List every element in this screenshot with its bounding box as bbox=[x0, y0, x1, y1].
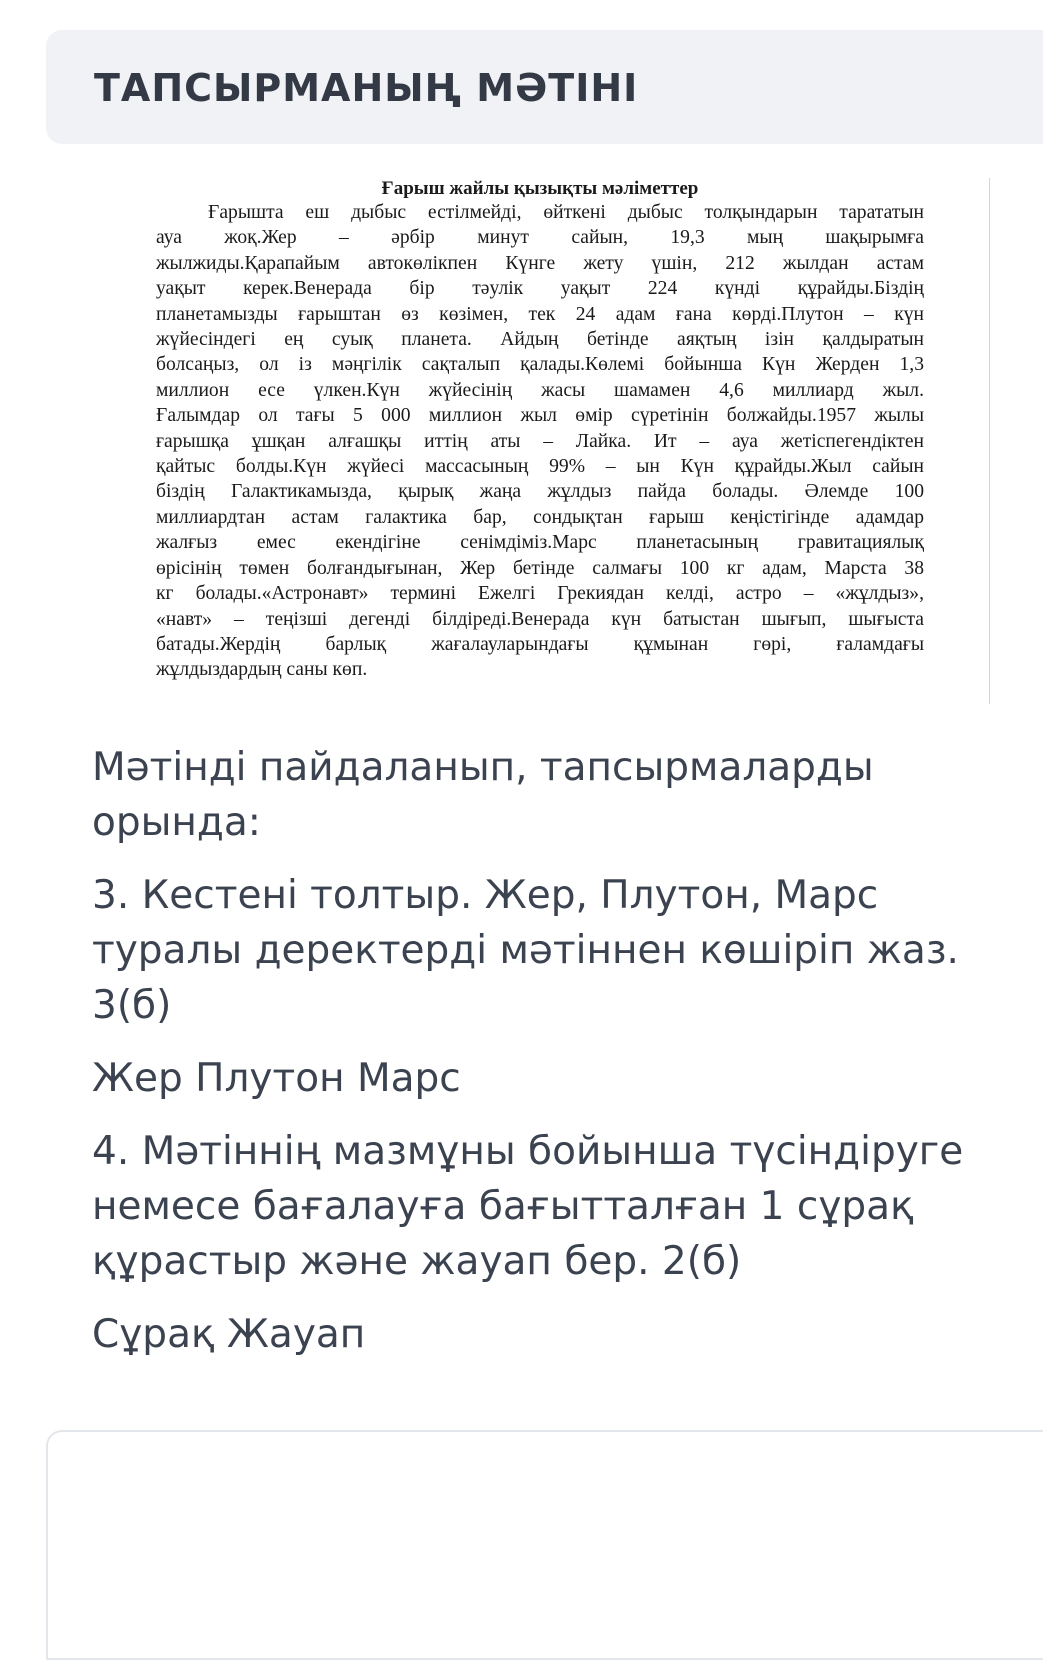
scan-line: батады.Жердің барлық жағалауларындағы құмынан гөрі, ғаламдағы bbox=[156, 633, 924, 655]
scan-title: Ғарыш жайлы қызықты мәліметтер bbox=[381, 178, 699, 199]
task-3-text: 3. Кестені толтыр. Жер, Плутон, Марс туралы деректерді мәтіннен көшіріп жаз. 3(б) bbox=[92, 873, 959, 1028]
task-intro: Мәтінді пайдаланып, тапсырмаларды орында: bbox=[92, 745, 874, 845]
scan-line: жұлдыздардың саны көп. bbox=[156, 659, 368, 681]
scan-line: планетамызды ғарыштан өз көзімен, тек 24 адам ғана көрді.Плутон – күн bbox=[156, 303, 924, 325]
scan-line: Ғарышта еш дыбыс естілмейді, өйткені дыбыс толқындарын тарататын bbox=[208, 202, 924, 223]
scan-line: ауа жоқ.Жер – әрбір минут сайын, 19,3 мың шақырымға bbox=[156, 227, 924, 249]
scan-line: уақыт керек.Венерада бір тәулік уақыт 224 күнді құрайды.Біздің bbox=[156, 278, 924, 300]
task-title: ТАПСЫРМАНЫҢ МӘТІНІ bbox=[94, 66, 639, 110]
task-3-columns: Жер Плутон Марс bbox=[92, 1056, 461, 1101]
task-4-columns: Сұрақ Жауап bbox=[92, 1312, 366, 1357]
scan-line: болсаңыз, ол із мәңгілік сақталып қалады.Көлемі бойынша Күн Жерден 1,3 bbox=[156, 354, 924, 376]
scan-line: қайтыс болды.Күн жүйесі массасының 99% – ын Күн құрайды.Жыл сайын bbox=[156, 456, 924, 478]
scan-line: миллион есе үлкен.Күн жүйесінің жасы шамамен 4,6 миллиард жыл. bbox=[156, 379, 924, 401]
scan-line: біздің Галактикамызда, қырық жаңа жұлдыз пайда болады. Әлемде 100 bbox=[156, 481, 924, 503]
scan-body bbox=[156, 200, 924, 683]
task-4-text: 4. Мәтіннің мазмұны бойынша түсіндіруге немесе бағалауға бағытталған 1 сұрақ құрастыр және жауап бер. 2(б) bbox=[92, 1129, 964, 1284]
scanned-text-image bbox=[150, 178, 990, 708]
scan-line: өрісінің төмен болғандығынан, Жер бетінде салмағы 100 кг адам, Марста 38 bbox=[156, 557, 924, 579]
scan-line: кг болады.«Астронавт» термині Ежелгі Грекиядан келді, астро – «жұлдыз», bbox=[156, 583, 924, 605]
scan-line: жалғыз емес екендігіне сенімдіміз.Марс планетасының гравитациялық bbox=[156, 532, 924, 554]
scan-line: жылжиды.Қарапайым автокөлікпен Күнге жету үшін, 212 жылдан астам bbox=[156, 252, 924, 274]
task-header bbox=[46, 30, 1043, 144]
scan-line: Ғалымдар ол тағы 5 000 миллион жыл өмір сүретінін болжайды.1957 жылы bbox=[156, 405, 924, 427]
answer-input-box[interactable] bbox=[46, 1430, 1043, 1660]
scan-line: ғарышқа ұшқан алғашқы иттің аты – Лайка. Ит – ауа жетіспегендіктен bbox=[156, 430, 924, 452]
scan-edge-divider bbox=[989, 178, 990, 704]
scan-line: «навт» – теңізші дегенді білдіреді.Венерада күн батыстан шығып, шығыста bbox=[156, 608, 924, 630]
scan-line: жүйесіндегі ең суық планета. Айдың бетінде аяқтың ізін қалдыратын bbox=[156, 329, 924, 351]
scan-line: миллиардтан астам галактика бар, сондықтан ғарыш кеңістігінде адамдар bbox=[156, 506, 924, 528]
task-content bbox=[92, 740, 1012, 1380]
